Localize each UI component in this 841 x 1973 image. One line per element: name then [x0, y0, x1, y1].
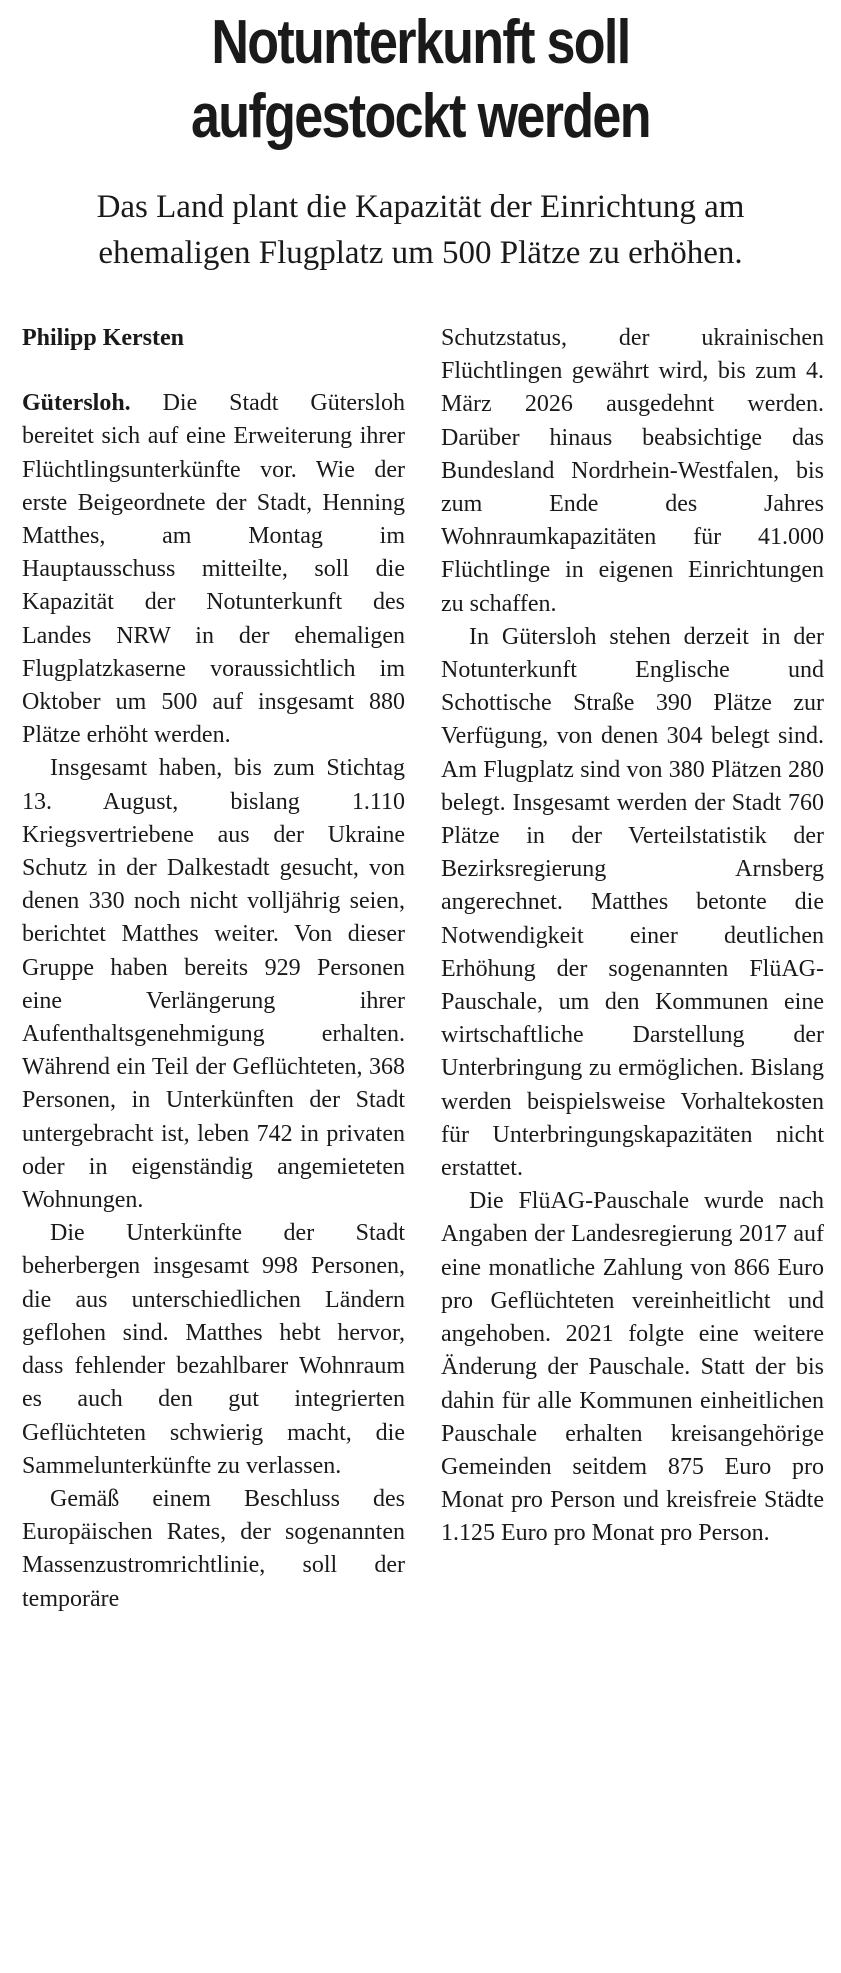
body-paragraph-text: Die Stadt Gütersloh bereitet sich auf eine Erweiterung ihrer Flüchtlingsunterkünfte vor. Wie der erste Beigeordnete der Stadt, Henning Matthes, am Montag im Hauptausschuss mitteilte, soll die Kapazität der Notunterkunft des Landes NRW in der ehemaligen Flugplatzkaserne voraussichtlich im Oktober um 500 auf insgesamt 880 Plätze erhöht werden.: [22, 390, 405, 749]
column-left: [22, 322, 405, 1962]
body-paragraph: Gemäß einem Beschluss des Europäischen Rates, der sogenannten Massenzustromrichtlinie, soll der temporäre: [22, 1485, 405, 1612]
author-byline: Philipp Kersten: [22, 325, 185, 351]
body-paragraph: [22, 387, 405, 752]
column-right: [441, 322, 824, 1962]
subheadline: [0, 184, 841, 276]
body-paragraph: Insgesamt haben, bis zum Stichtag 13. August, bislang 1.110 Kriegsvertriebene aus der Ukraine Schutz in der Dalkestadt gesucht, von denen 330 noch nicht volljährig seien, berichtet Matthes weiter. Von dieser Gruppe haben bereits 929 Personen eine Verlängerung ihrer Aufenthaltsgenehmigung erhalten. Während ein Teil der Geflüchteten, 368 Personen, in Unterkünften der Stadt untergebracht ist, leben 742 in privaten oder in eigenständig angemieteten Wohnungen.: [22, 755, 405, 1214]
body-paragraph: Schutzstatus, der ukrainischen Flüchtlingen gewährt wird, bis zum 4. März 2026 ausgedehnt werden. Darüber hinaus beabsichtige das Bundesland Nordrhein-Westfalen, bis zum Ende des Jahres Wohnraumkapazitäten für 41.000 Flüchtlinge in eigenen Einrichtungen zu schaffen.: [441, 325, 824, 617]
headline-line-1: Notunterkunft soll: [211, 8, 630, 77]
body-paragraph: In Gütersloh stehen derzeit in der Notunterkunft Englische und Schottische Straße 390 Plätze zur Verfügung, von denen 304 belegt sind. Am Flugplatz sind von 380 Plätzen 280 belegt. Insgesamt werden der Stadt 760 Plätze in der Verteilstatistik der Bezirksregierung Arnsberg angerechnet. Matthes betonte die Notwendigkeit einer deutlichen Erhöhung der sogenannten FlüAG-Pauschale, um den Kommunen eine wirtschaftliche Darstellung der Unterbringung zu ermöglichen. Bislang werden beispielsweise Vorhaltekosten für Unterbringungskapazitäten nicht erstattet.: [441, 623, 824, 1182]
headline: [67, 6, 773, 154]
article-body: [22, 322, 824, 1962]
subheadline-line-1: Das Land plant die Kapazität der Einrichtung am: [96, 189, 745, 225]
body-paragraph: Die Unterkünfte der Stadt beherbergen insgesamt 998 Personen, die aus unterschiedlichen Ländern geflohen sind. Matthes hebt hervor, dass fehlender bezahlbarer Wohnraum es auch den gut integrierten Geflüchteten schwierig macht, die Sammelunterkünfte zu verlassen.: [22, 1220, 405, 1479]
subheadline-line-2: ehemaligen Flugplatz um 500 Plätze zu erhöhen.: [98, 235, 743, 271]
dateline: Gütersloh.: [22, 390, 131, 417]
body-paragraph: Die FlüAG-Pauschale wurde nach Angaben der Landesregierung 2017 auf eine monatliche Zahlung von 866 Euro pro Geflüchteten vereinheitlicht und angehoben. 2021 folgte eine weitere Änderung der Pauschale. Statt der bis dahin für alle Kommunen einheitlichen Pauschale erhalten kreisangehörige Gemeinden seitdem 875 Euro pro Monat pro Person und kreisfreie Städte 1.125 Euro pro Monat pro Person.: [441, 1188, 824, 1547]
headline-line-2: aufgestockt werden: [190, 82, 650, 151]
